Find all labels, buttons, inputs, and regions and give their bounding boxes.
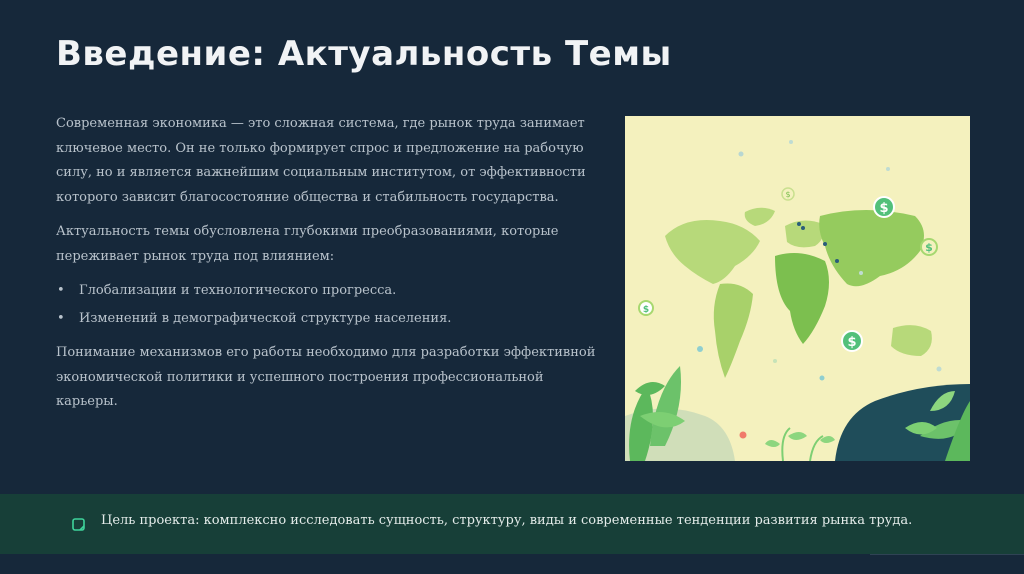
dollar-coin-icon (782, 188, 794, 200)
world-map-graphic (625, 116, 970, 461)
world-map-illustration (625, 116, 970, 461)
note-icon (72, 516, 85, 529)
continent-europe (785, 220, 824, 247)
svg-text:$: $ (879, 201, 889, 216)
paragraph-relevance: Актуальность темы обусловлена глубокими преобразованиями, которые переживает рынок труда под влиянием: (56, 224, 559, 264)
factors-list (56, 279, 596, 331)
dollar-coin-icon (639, 301, 653, 315)
intro-text-block (56, 112, 596, 425)
list-item: • Изменений в демографической структуре населения. (56, 307, 596, 332)
bottom-strip (0, 554, 1024, 574)
dollar-coin-icon (842, 331, 862, 351)
project-goal-banner (0, 494, 1024, 554)
slide-title: Введение: Актуальность Темы (56, 34, 672, 74)
svg-text:$: $ (925, 241, 933, 254)
dollar-coin-icon (874, 197, 894, 217)
divider (870, 554, 1024, 555)
paragraph-economy: Современная экономика — это сложная система, где рынок труда занимает ключевое место. Он не только формирует спрос и предложение на рабочую силу, но и является важнейшим социальным институтом, от эффективности которого зависит благосостояние общества и стабильность государства. (56, 116, 586, 205)
dollar-coin-icon (921, 239, 937, 255)
paragraph-understanding: Понимание механизмов его работы необходимо для разработки эффективной экономической политики и успешного построения профессиональной карьеры. (56, 345, 596, 409)
svg-text:$: $ (785, 190, 791, 199)
svg-text:$: $ (847, 335, 857, 350)
list-item: • Глобализации и технологического прогресса. (56, 279, 596, 304)
svg-text:$: $ (642, 305, 650, 315)
project-goal-text: Цель проекта: комплексно исследовать сущность, структуру, виды и современные тенденции развития рынка труда. (101, 513, 913, 528)
